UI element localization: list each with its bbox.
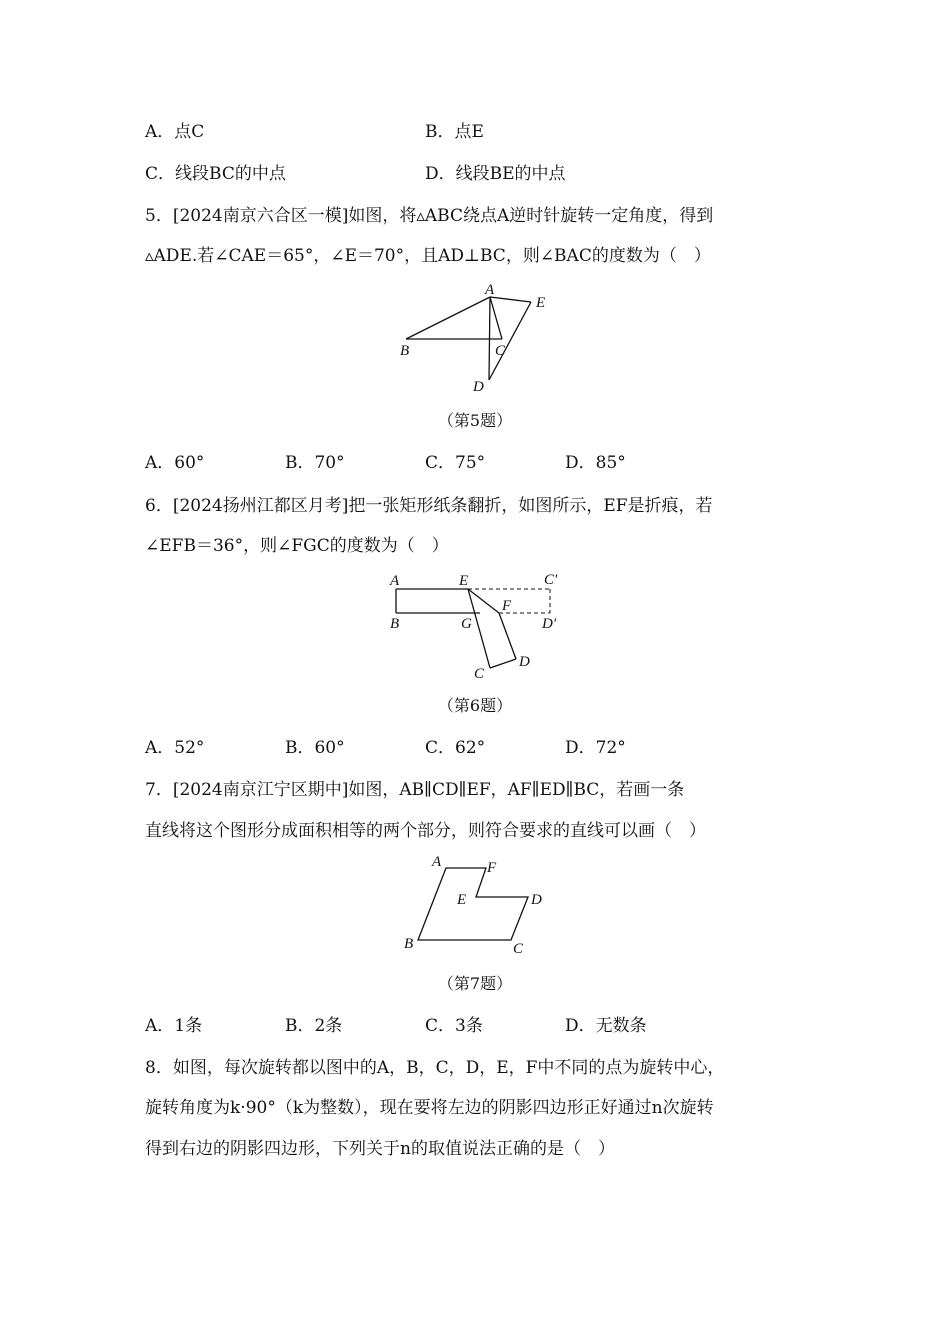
q6-label-c-prime: C′	[544, 572, 558, 588]
q6-label-g: G	[461, 616, 472, 632]
q6-label-c: C	[474, 666, 485, 682]
q7-stem-line2: 直线将这个图形分成面积相等的两个部分，则符合要求的直线可以画（ ）	[145, 821, 706, 841]
q4-option-a: A．点C	[145, 122, 205, 142]
q8-stem-line2: 旋转角度为k·90°（k为整数），现在要将左边的阴影四边形正好通过n次旋转	[145, 1098, 714, 1118]
q5-label-c: C	[495, 343, 506, 359]
q8-stem-line3: 得到右边的阴影四边形，下列关于n的取值说法正确的是（ ）	[145, 1139, 615, 1159]
q7-figure	[390, 850, 560, 960]
q6-label-b: B	[390, 616, 400, 632]
q6-option-b: B．60°	[285, 738, 345, 758]
q7-stem-line1: 7．[2024南京江宁区期中]如图，AB∥CD∥EF，AF∥ED∥BC，若画一条	[145, 780, 685, 800]
q7-caption: （第7题）	[437, 974, 513, 993]
q5-stem-line2: ▵ADE.若∠CAE＝65°，∠E＝70°，且AD⊥BC，则∠BAC的度数为（ ）	[145, 246, 711, 266]
q7-label-c: C	[513, 941, 524, 957]
q5-label-a: A	[485, 282, 495, 298]
q6-option-d: D．72°	[565, 738, 626, 758]
q5-option-b: B．70°	[285, 453, 345, 473]
q4-option-c: C．线段BC的中点	[145, 164, 286, 184]
q6-label-f: F	[502, 598, 512, 614]
q5-label-d: D	[473, 379, 484, 395]
q7-option-b: B．2条	[285, 1016, 343, 1036]
q6-label-a: A	[390, 573, 400, 589]
q7-option-d: D．无数条	[565, 1016, 647, 1036]
q5-option-c: C．75°	[425, 453, 486, 473]
q6-stem-line2: ∠EFB＝36°，则∠FGC的度数为（ ）	[145, 536, 449, 556]
q6-label-d: D	[519, 654, 530, 670]
q6-option-a: A．52°	[145, 738, 205, 758]
q5-figure	[380, 278, 580, 400]
q5-label-b: B	[400, 343, 410, 359]
q6-stem-line1: 6．[2024扬州江都区月考]把一张矩形纸条翻折，如图所示，EF是折痕，若	[145, 496, 713, 516]
q4-option-b: B．点E	[425, 122, 484, 142]
q6-figure	[380, 566, 580, 686]
q5-option-d: D．85°	[565, 453, 626, 473]
q5-label-e: E	[536, 295, 546, 311]
q6-option-c: C．62°	[425, 738, 486, 758]
q7-option-a: A．1条	[145, 1016, 203, 1036]
q7-label-f: F	[487, 860, 497, 876]
q6-label-d-prime: D′	[542, 616, 557, 632]
q5-option-a: A．60°	[145, 453, 205, 473]
q7-option-c: C．3条	[425, 1016, 483, 1036]
q6-label-e: E	[459, 573, 469, 589]
q6-caption: （第6题）	[437, 696, 513, 715]
q4-option-d: D．线段BE的中点	[425, 164, 566, 184]
q7-label-e: E	[457, 892, 467, 908]
q5-stem-line1: 5．[2024南京六合区一模]如图，将▵ABC绕点A逆时针旋转一定角度，得到	[145, 206, 714, 226]
q7-label-d: D	[531, 892, 542, 908]
q7-label-b: B	[404, 936, 414, 952]
q8-stem-line1: 8．如图，每次旋转都以图中的A，B，C，D，E，F中不同的点为旋转中心，	[145, 1058, 725, 1078]
q7-label-a: A	[432, 854, 442, 870]
q5-caption: （第5题）	[437, 411, 513, 430]
